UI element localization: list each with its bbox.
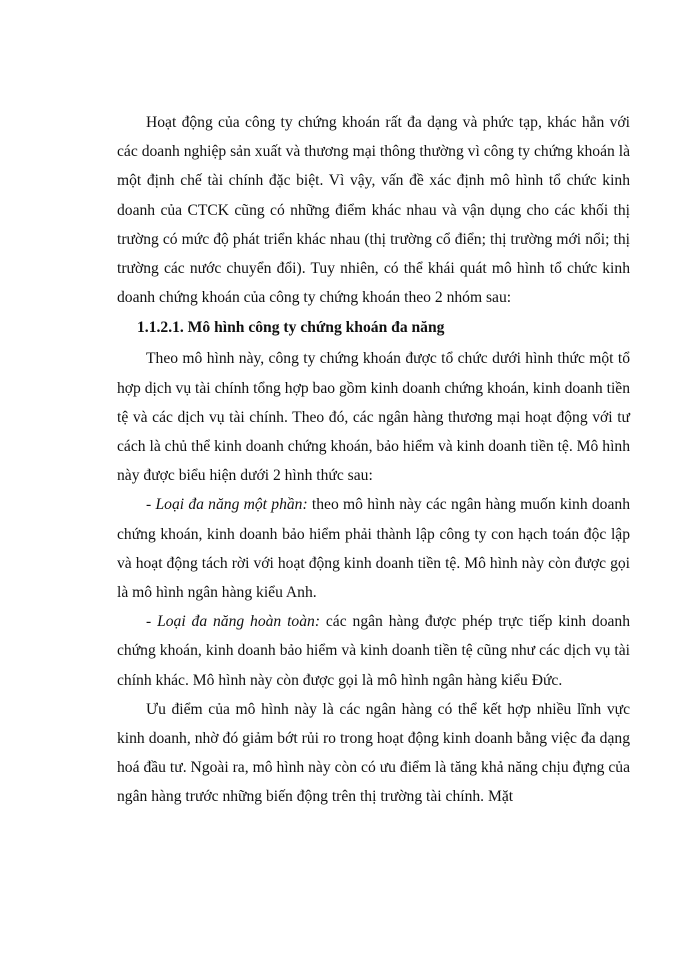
- bullet-lead-term: Loại đa năng một phần:: [155, 496, 308, 514]
- bullet-dash: -: [146, 613, 152, 631]
- section-heading: 1.1.2.1. Mô hình công ty chứng khoán đa năng: [137, 319, 445, 337]
- intro-paragraph: Hoạt động của công ty chứng khoán rất đa dạng và phức tạp, khác hẳn với các doanh nghiệp sản xuất và thương mại thông thường vì công ty chứng khoán là một định chế tài chính đặc biệt. Vì vậy, vấn đề xác định mô hình tổ chức kinh doanh của CTCK cũng có những điểm khác nhau và vận dụng cho các khối thị trường có mức độ phát triển khác nhau (thị trường cổ điển; thị trường mới nổi; thị trường các nước chuyển đổi). Tuy nhiên, có thể khái quát mô hình tổ chức kinh doanh chứng khoán của công ty chứng khoán theo 2 nhóm sau:: [117, 114, 630, 307]
- bullet-text: các ngân hàng được phép trực tiếp kinh doanh chứng khoán, kinh doanh bảo hiểm và kinh doanh tiền tệ cũng như các dịch vụ tài chính khác. Mô hình này còn được gọi là mô hình ngân hàng kiểu Đức.: [117, 613, 631, 689]
- document-page: [117, 108, 630, 812]
- bullet-partial-universal: [117, 490, 630, 607]
- bullet-dash: -: [146, 496, 152, 514]
- bullet-full-universal: [117, 607, 630, 695]
- bullet-text: theo mô hình này các ngân hàng muốn kinh doanh chứng khoán, kinh doanh bảo hiểm phải thành lập công ty con hạch toán độc lập và hoạt động tách rời với hoạt động kinh doanh tiền tệ. Mô hình này còn được gọi là mô hình ngân hàng kiểu Anh.: [117, 496, 630, 602]
- advantage-paragraph: Ưu điểm của mô hình này là các ngân hàng có thể kết hợp nhiều lĩnh vực kinh doanh, nhờ đó giảm bớt rủi ro trong hoạt động kinh doanh bằng việc đa dạng hoá đầu tư. Ngoài ra, mô hình này còn có ưu điểm là tăng khả năng chịu đựng của ngân hàng trước những biến động trên thị trường tài chính. Mặt: [117, 700, 630, 806]
- bullet-lead-term: Loại đa năng hoàn toàn:: [157, 613, 321, 631]
- model-paragraph: Theo mô hình này, công ty chứng khoán được tổ chức dưới hình thức một tổ hợp dịch vụ tài chính tổng hợp bao gồm kinh doanh chứng khoán, kinh doanh tiền tệ và các dịch vụ tài chính. Theo đó, các ngân hàng thương mại hoạt động với tư cách là chủ thể kinh doanh chứng khoán, bảo hiểm và kinh doanh tiền tệ. Mô hình này được biểu hiện dưới 2 hình thức sau:: [117, 350, 630, 485]
